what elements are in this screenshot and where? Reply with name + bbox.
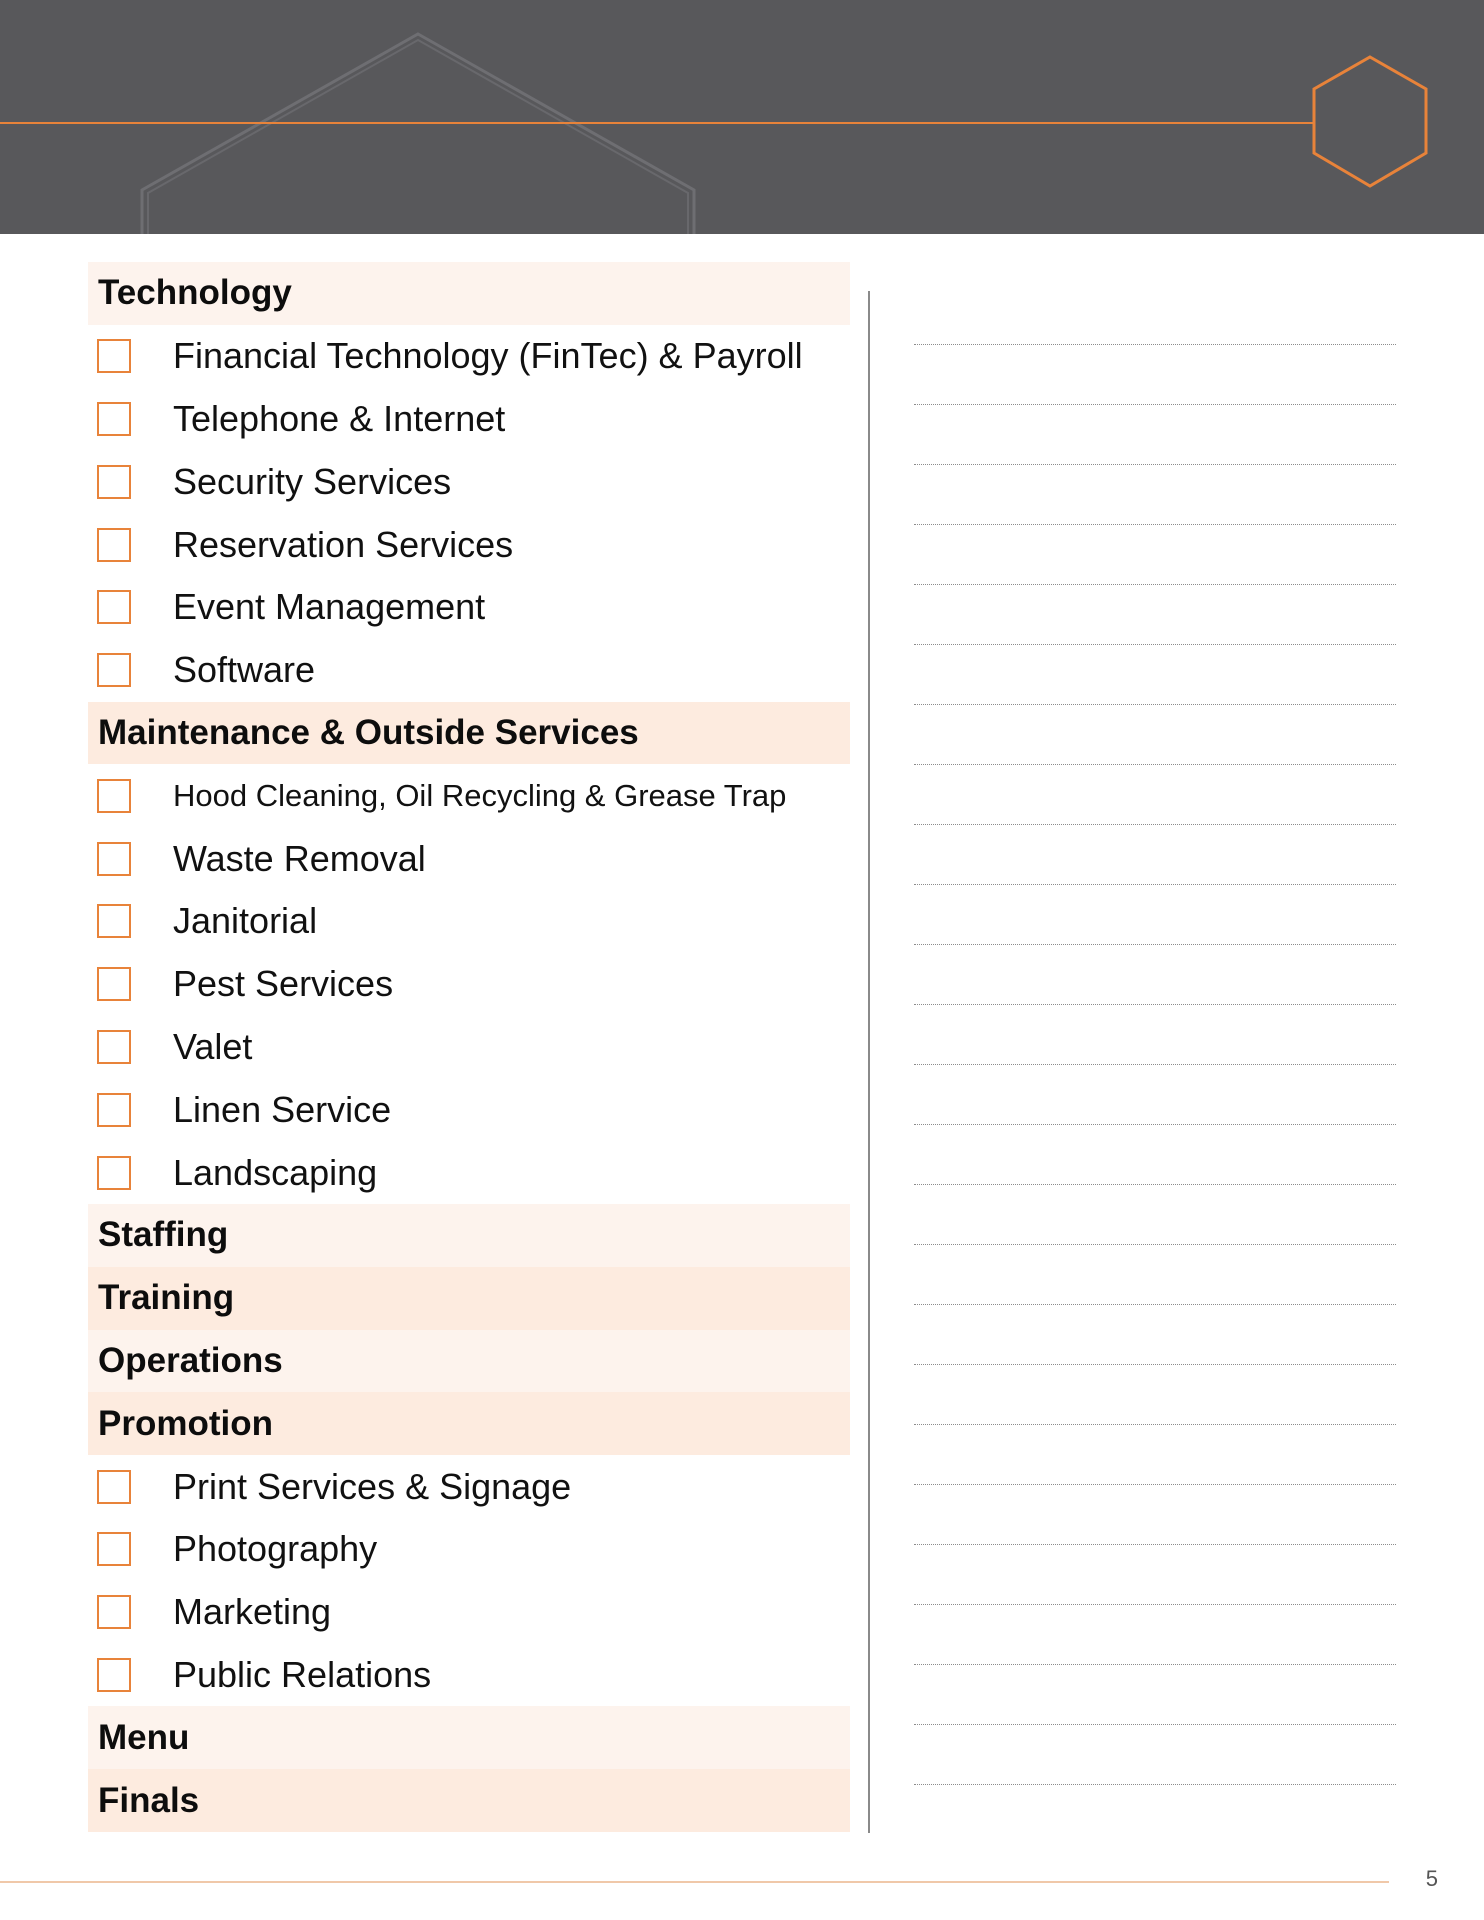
note-line[interactable]: [914, 1364, 1396, 1424]
checkbox[interactable]: [97, 653, 131, 687]
checkbox[interactable]: [97, 339, 131, 373]
checkbox[interactable]: [97, 1470, 131, 1504]
checklist-item-label: Software: [173, 649, 316, 691]
section-title: Maintenance & Outside Services: [98, 712, 639, 752]
checklist-item: [88, 827, 850, 890]
checklist-item: [88, 388, 850, 451]
checklist-item: [88, 764, 850, 827]
section-header: [88, 1392, 850, 1455]
checklist-item-label: Hood Cleaning, Oil Recycling & Grease Trap: [173, 777, 787, 813]
checklist-item: [88, 325, 850, 388]
note-line[interactable]: [914, 1064, 1396, 1124]
checklist-item-label: Public Relations: [173, 1653, 432, 1695]
checklist-item: [88, 1644, 850, 1707]
checklist-item-label: Financial Technology (FinTec) & Payroll: [173, 335, 803, 377]
checklist-item: [88, 1141, 850, 1204]
section-title: Staffing: [98, 1215, 229, 1255]
background-hexagon-outline: [142, 34, 694, 234]
checklist-item: [88, 513, 850, 576]
note-line[interactable]: [914, 1724, 1396, 1784]
note-line[interactable]: [914, 884, 1396, 944]
checklist-item-label: Reservation Services: [173, 523, 514, 565]
checklist-item: [88, 450, 850, 513]
checkbox[interactable]: [97, 528, 131, 562]
section-title: Training: [98, 1278, 235, 1318]
note-line[interactable]: [914, 644, 1396, 704]
checklist-item: [88, 953, 850, 1016]
section-header: [88, 1267, 850, 1330]
checklist-item: [88, 1455, 850, 1518]
checklist-item: [88, 1016, 850, 1079]
note-line[interactable]: [914, 1484, 1396, 1544]
note-line[interactable]: [914, 344, 1396, 404]
checklist-item: [88, 890, 850, 953]
checklist-item: [88, 639, 850, 702]
note-line[interactable]: [914, 764, 1396, 824]
section-header: [88, 702, 850, 765]
checkbox[interactable]: [97, 1030, 131, 1064]
checklist-item: [88, 1518, 850, 1581]
note-line[interactable]: [914, 524, 1396, 584]
page-number: 5: [1425, 1866, 1438, 1891]
checklist-item-label: Marketing: [173, 1591, 332, 1633]
checkbox[interactable]: [97, 465, 131, 499]
section-header: [88, 1330, 850, 1393]
note-line[interactable]: [914, 1304, 1396, 1364]
checklist-item-label: Photography: [173, 1528, 378, 1570]
section-title: Menu: [98, 1717, 190, 1757]
checkbox[interactable]: [97, 1595, 131, 1629]
note-line[interactable]: [914, 1784, 1396, 1844]
note-line[interactable]: [914, 1544, 1396, 1604]
section-title: Finals: [98, 1780, 200, 1820]
checklist-item-label: Linen Service: [173, 1088, 392, 1130]
section-header: [88, 262, 850, 325]
checkbox[interactable]: [97, 904, 131, 938]
checkbox[interactable]: [97, 842, 131, 876]
checkbox[interactable]: [97, 967, 131, 1001]
checklist-item-label: Event Management: [173, 586, 486, 628]
checklist-item-label: Telephone & Internet: [173, 397, 506, 439]
footer-rule: [0, 1881, 1389, 1883]
note-line[interactable]: [914, 584, 1396, 644]
note-line[interactable]: [914, 1184, 1396, 1244]
header-banner: [0, 0, 1484, 234]
note-line[interactable]: [914, 464, 1396, 524]
checklist-item: [88, 1078, 850, 1141]
checkbox[interactable]: [97, 1658, 131, 1692]
checklist-item-label: Print Services & Signage: [173, 1465, 572, 1507]
checkbox[interactable]: [97, 1093, 131, 1127]
checklist-item-label: Security Services: [173, 460, 452, 502]
section-title: Promotion: [98, 1403, 273, 1443]
checkbox[interactable]: [97, 590, 131, 624]
note-line[interactable]: [914, 704, 1396, 764]
accent-hexagon: [1314, 57, 1426, 186]
note-line[interactable]: [914, 404, 1396, 464]
note-line[interactable]: [914, 1244, 1396, 1304]
note-line[interactable]: [914, 1124, 1396, 1184]
note-line[interactable]: [914, 1664, 1396, 1724]
section-header: [88, 1204, 850, 1267]
checklist-item: [88, 1581, 850, 1644]
checklist-item-label: Pest Services: [173, 963, 394, 1005]
checklist: [88, 262, 850, 1832]
notes-area: [914, 344, 1396, 1844]
checkbox[interactable]: [97, 1156, 131, 1190]
note-line[interactable]: [914, 1604, 1396, 1664]
checklist-item-label: Valet: [173, 1025, 253, 1067]
column-divider: [868, 291, 870, 1833]
checklist-item-label: Janitorial: [173, 900, 318, 942]
checklist-item-label: Landscaping: [173, 1151, 378, 1193]
note-line[interactable]: [914, 944, 1396, 1004]
note-line[interactable]: [914, 1424, 1396, 1484]
checkbox[interactable]: [97, 1532, 131, 1566]
checkbox[interactable]: [97, 779, 131, 813]
checkbox[interactable]: [97, 402, 131, 436]
header-decoration: [0, 0, 1484, 234]
note-line[interactable]: [914, 1004, 1396, 1064]
section-header: [88, 1769, 850, 1832]
checklist-item: [88, 576, 850, 639]
checklist-item-label: Waste Removal: [173, 837, 426, 879]
note-line[interactable]: [914, 824, 1396, 884]
section-title: Operations: [98, 1340, 283, 1380]
section-title: Technology: [98, 273, 292, 313]
section-header: [88, 1706, 850, 1769]
